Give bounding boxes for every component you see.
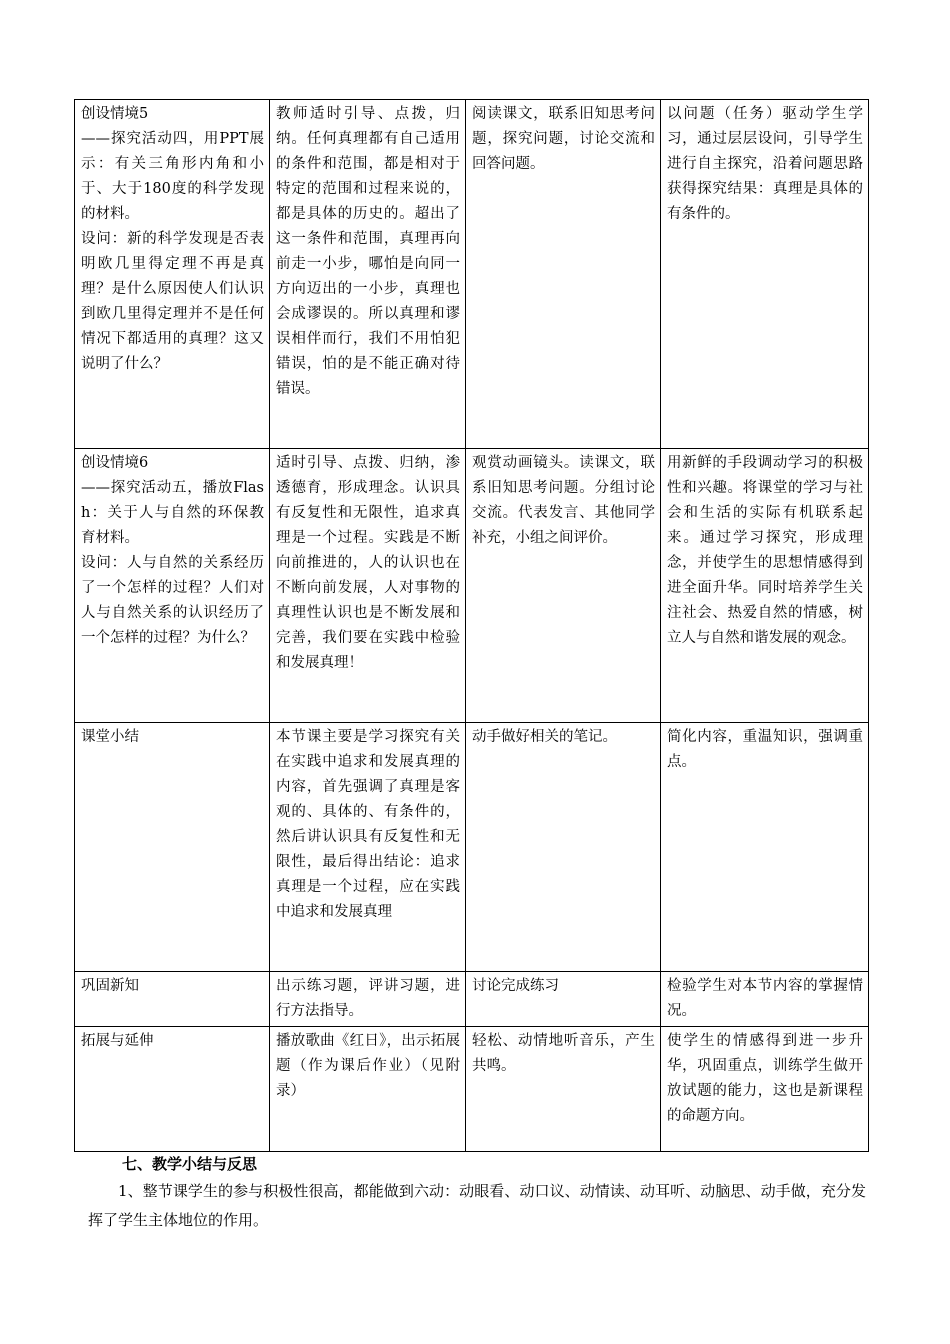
cell-text: 阅读课文，联系旧知思考问题，探究问题，讨论交流和回答问题。: [472, 106, 655, 172]
cell-teaching-step: [75, 723, 270, 972]
cell-text: 设问：新的科学发现是否表明欧几里得定理不再是真理？是什么原因使人们认识到欧几里得定理并不是任何情况下都适用的真理？这又说明了什么？: [81, 231, 264, 372]
section-heading: 七、教学小结与反思: [122, 1155, 258, 1173]
cell-text: 设问：人与自然的关系经历了一个怎样的过程？人们对人与自然关系的认识经历了一个怎样的过程？为什么？: [81, 555, 264, 646]
cell-design-intent: [661, 449, 869, 723]
cell-design-intent: [661, 100, 869, 449]
cell-text: 巩固新知: [81, 978, 139, 994]
cell-student-activity: [466, 723, 661, 972]
cell-teacher-activity: [270, 449, 466, 723]
cell-text: 拓展与延伸: [81, 1033, 154, 1049]
cell-text: 检验学生对本节内容的掌握情况。: [667, 978, 863, 1019]
cell-teaching-step: [75, 449, 270, 723]
table-row: [75, 972, 869, 1027]
cell-student-activity: [466, 972, 661, 1027]
cell-text: 以问题（任务）驱动学生学习，通过层层设问，引导学生进行自主探究，沿着问题思路获得探究结果：真理是具体的有条件的。: [667, 106, 863, 222]
cell-design-intent: [661, 972, 869, 1027]
cell-text: 轻松、动情地听音乐，产生共鸣。: [472, 1033, 655, 1074]
cell-text: 本节课主要是学习探究有关在实践中追求和发展真理的内容，首先强调了真理是客观的、具体的、有条件的，然后讲认识具有反复性和无限性，最后得出结论：追求真理是一个过程，应在实践中追求和发展真理: [276, 729, 460, 920]
cell-text: 教师适时引导、点拨，归纳。任何真理都有自己适用的条件和范围，都是相对于特定的范围和过程来说的，都是具体的历史的。超出了这一条件和范围，真理再向前走一小步，哪怕是向同一方向迈出的一小步，真理也会成谬误的。所以真理和谬误相伴而行，我们不用怕犯错误，怕的是不能正确对待错误。: [276, 106, 460, 397]
table-row: [75, 1027, 869, 1152]
cell-text: 简化内容，重温知识，强调重点。: [667, 729, 863, 770]
cell-text: 出示练习题，评讲习题，进行方法指导。: [276, 978, 460, 1019]
cell-text: 课堂小结: [81, 729, 139, 745]
cell-text: 动手做好相关的笔记。: [472, 729, 617, 745]
table-row: [75, 449, 869, 723]
cell-teacher-activity: [270, 1027, 466, 1152]
cell-teacher-activity: [270, 723, 466, 972]
cell-text: ——探究活动四，用PPT展示：有关三角形内角和小于、大于180度的科学发现的材料。: [81, 131, 264, 222]
cell-text: 适时引导、点拨、归纳，渗透德育，形成理念。认识具有反复性和无限性，追求真理是一个过程。实践是不断向前推进的，人的认识也在不断向前发展，人对事物的真理性认识也是不断发展和完善，我们要在实践中检验和发展真理！: [276, 455, 460, 671]
cell-student-activity: [466, 100, 661, 449]
cell-text: 使学生的情感得到进一步升华，巩固重点，训练学生做开放试题的能力，这也是新课程的命题方向。: [667, 1033, 863, 1124]
cell-teaching-step: [75, 100, 270, 449]
cell-text: 创设情境5: [81, 106, 149, 122]
cell-text: ——探究活动五，播放Flash：关于人与自然的环保教育材料。: [81, 480, 264, 546]
lesson-plan-table: [74, 99, 869, 1152]
cell-design-intent: [661, 1027, 869, 1152]
cell-teacher-activity: [270, 972, 466, 1027]
cell-text: 讨论完成练习: [472, 978, 559, 994]
cell-student-activity: [466, 449, 661, 723]
cell-text: 观赏动画镜头。读课文，联系旧知思考问题。分组讨论交流。代表发言、其他同学补充，小组之间评价。: [472, 455, 655, 546]
table-row: [75, 723, 869, 972]
cell-text: 创设情境6: [81, 455, 149, 471]
cell-teaching-step: [75, 972, 270, 1027]
cell-student-activity: [466, 1027, 661, 1152]
cell-design-intent: [661, 723, 869, 972]
body-paragraph: 1、整节课学生的参与积极性很高，都能做到六动：动眼看、动口议、动情读、动耳听、动脑思、动手做，充分发挥了学生主体地位的作用。: [88, 1182, 866, 1229]
cell-teacher-activity: [270, 100, 466, 449]
cell-teaching-step: [75, 1027, 270, 1152]
table-row: [75, 100, 869, 449]
cell-text: 用新鲜的手段调动学习的积极性和兴趣。将课堂的学习与社会和生活的实际有机联系起来。通过学习探究，形成理念，并使学生的思想情感得到进全面升华。同时培养学生关注社会、热爱自然的情感，树立人与自然和谐发展的观念。: [667, 455, 863, 646]
cell-text: 播放歌曲《红日》，出示拓展题（作为课后作业）（见附录）: [276, 1033, 460, 1099]
